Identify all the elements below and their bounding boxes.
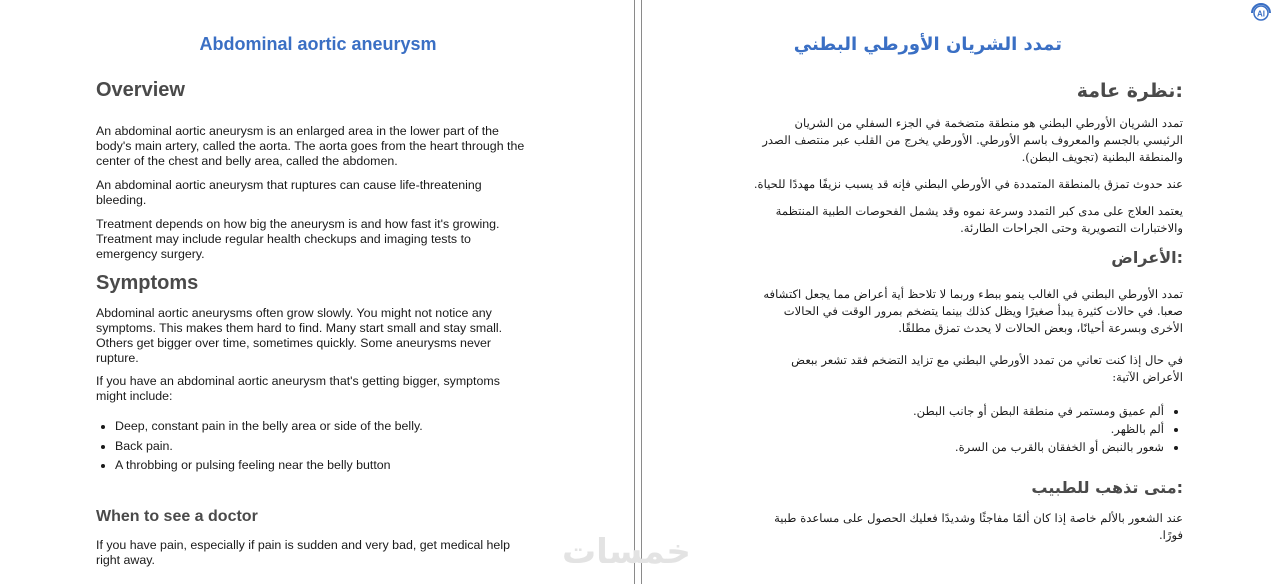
doctor-paragraph: If you have pain, especially if pain is sudden and very bad, get medical help right away.	[96, 538, 510, 567]
symptom-item: • A throbbing or pulsing feeling near the belly button	[115, 456, 555, 476]
arabic-overview-paragraph-2: عند حدوث تمزق بالمنطقة المتمددة في الأورطي البطني فإنه قد يسبب نزيفًا مهددًا للحياة.	[753, 177, 1183, 191]
overview-paragraph-1: An abdominal aortic aneurysm is an enlarged area in the lower part of the body's main artery, called the aorta. The aorta goes from the heart through the center of the chest and belly area, called the abdomen.	[96, 124, 525, 168]
symptoms-list	[96, 417, 555, 476]
arabic-title: تمدد الشريان الأورطي البطني	[793, 34, 1062, 55]
symptoms-paragraph-1: Abdominal aortic aneurysms often grow slowly. You might not notice any symptoms. This makes them hard to find. Many start small and stay small. Others get bigger over time, sometimes quickly. Some aneurysms never rupture.	[96, 306, 503, 365]
symptoms-heading: Symptoms	[96, 272, 199, 294]
page-divider-left	[634, 0, 635, 584]
overview-paragraph-2: An abdominal aortic aneurysm that ruptures can cause life-threatening bleeding.	[96, 178, 482, 207]
page-divider-right	[641, 0, 642, 584]
doctor-heading: When to see a doctor	[96, 508, 258, 525]
english-page	[0, 0, 634, 584]
arabic-symptoms-paragraph-1: تمدد الأورطي البطني في الغالب ينمو ببطء وربما لا تلاحظ أية أعراض مما يجعل اكتشافه صعبا. في حالات كثيرة يبدأ صغيرًا ويظل كذلك بينما يتضخم بمرور الوقت في الحالات الأخرى وبسرعة أحيانًا، وبعض الحالات لا يحدث تمزق مطلقًا.	[763, 287, 1183, 335]
arabic-overview-heading: نظرة عامة:	[1076, 80, 1183, 102]
overview-heading: Overview	[96, 79, 185, 101]
arabic-symptoms-paragraph-2: في حال إذا كنت تعاني من تمدد الأورطي البطني مع تزايد التضخم فقد تشعر ببعض الأعراض الآتية:	[791, 353, 1183, 384]
arabic-doctor-heading: متى تذهب للطبيب:	[1031, 478, 1183, 497]
arabic-symptoms-list	[734, 402, 1183, 456]
arabic-overview-paragraph-1: تمدد الشريان الأورطي البطني هو منطقة متضخمة في الجزء السفلي من الشريان الرئيسي بالجسم والمعروف باسم الأورطي. الأورطي يخرج من القلب عبر منتصف الصدر والمنطقة البطنية (تجويف البطن).	[762, 116, 1183, 164]
arabic-overview-paragraph-3: يعتمد العلاج على مدى كبر التمدد وسرعة نموه وقد يشمل الفحوصات الطبية المنتظمة والاختبارات التصويرية وحتى الجراحات الطارئة.	[775, 204, 1183, 235]
watermark-logo: خمسات	[562, 532, 691, 572]
arabic-symptoms-heading: الأعراض:	[1111, 248, 1183, 267]
overview-paragraph-3: Treatment depends on how big the aneurysm is and how fast it's growing. Treatment may include regular health checkups and imaging tests to emergency surgery.	[96, 217, 500, 261]
symptom-item: • Back pain.	[115, 437, 555, 457]
arabic-symptom-item: • ألم بالظهر.	[734, 420, 1164, 438]
english-title: Abdominal aortic aneurysm	[199, 34, 437, 54]
symptoms-paragraph-2: If you have an abdominal aortic aneurysm that's getting bigger, symptoms might include:	[96, 374, 500, 403]
arabic-symptom-item: • شعور بالنبض أو الخفقان بالقرب من السرة.	[734, 438, 1164, 456]
symptom-item: • Deep, constant pain in the belly area or side of the belly.	[115, 417, 555, 437]
ai-badge-label: AI	[1257, 9, 1265, 19]
arabic-symptom-item: • ألم عميق ومستمر في منطقة البطن أو جانب البطن.	[734, 402, 1164, 420]
ai-badge-icon	[1248, 0, 1274, 22]
arabic-doctor-paragraph: عند الشعور بالألم خاصة إذا كان ألمًا مفاجئًا وشديدًا فعليك الحصول على مساعدة طبية فورًا.	[774, 511, 1183, 542]
arabic-page	[644, 0, 1278, 584]
